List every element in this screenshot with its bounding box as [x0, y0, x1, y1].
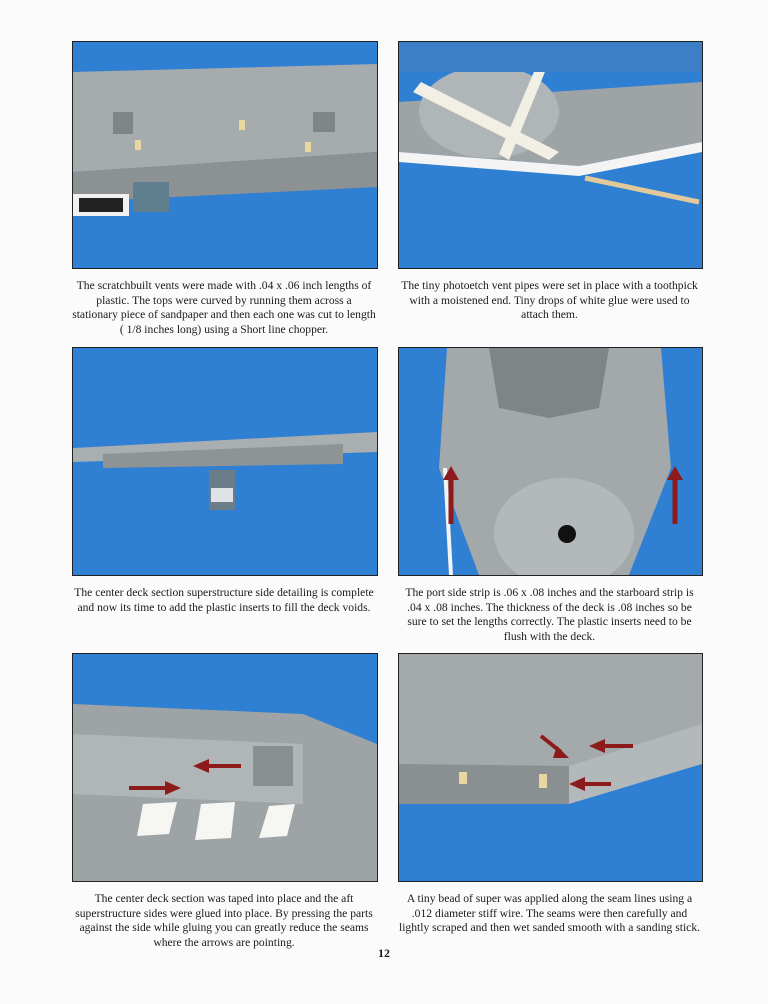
- taped-deck-section-caption: The center deck section was taped into place and the aft superstructure sides were glued into place. By pressing the parts against the side while gluing you can greatly reduce the seams where the arrows are pointing.: [75, 892, 373, 949]
- seam-lines-photo: [398, 653, 703, 882]
- scratchbuilt-vents-photo: [72, 41, 378, 269]
- taped-deck-section-photo: [72, 653, 378, 882]
- seam-lines-caption: A tiny bead of super was applied along the seam lines using a .012 diameter stiff wire. The seams were then carefully and lightly scraped and then wet sanded smooth with a sanding stick.: [398, 892, 701, 935]
- port-starboard-strips-caption: The port side strip is .06 x .08 inches and the starboard strip is .04 x .08 inches. The thickness of the deck is .08 inches so be sure to set the lengths correctly. The plastic inserts need to be flush with the deck.: [405, 586, 694, 643]
- center-deck-section-caption: The center deck section superstructure side detailing is complete and now its time to add the plastic inserts to fill the deck voids.: [74, 586, 374, 614]
- center-deck-section-photo: [72, 347, 378, 576]
- photoetch-vent-pipes-caption: The tiny photoetch vent pipes were set in place with a toothpick with a moistened end. Tiny drops of white glue were used to attach them.: [401, 279, 698, 322]
- page-number: 12: [378, 946, 390, 960]
- photoetch-vent-pipes-photo: [398, 41, 703, 269]
- scratchbuilt-vents-caption: The scratchbuilt vents were made with .04 x .06 inch lengths of plastic. The tops were curved by running them across a stationary piece of sandpaper and then each one was cut to length ( 1/8 inches long) using a Short line chopper.: [72, 279, 376, 336]
- port-starboard-strips-photo: [398, 347, 703, 576]
